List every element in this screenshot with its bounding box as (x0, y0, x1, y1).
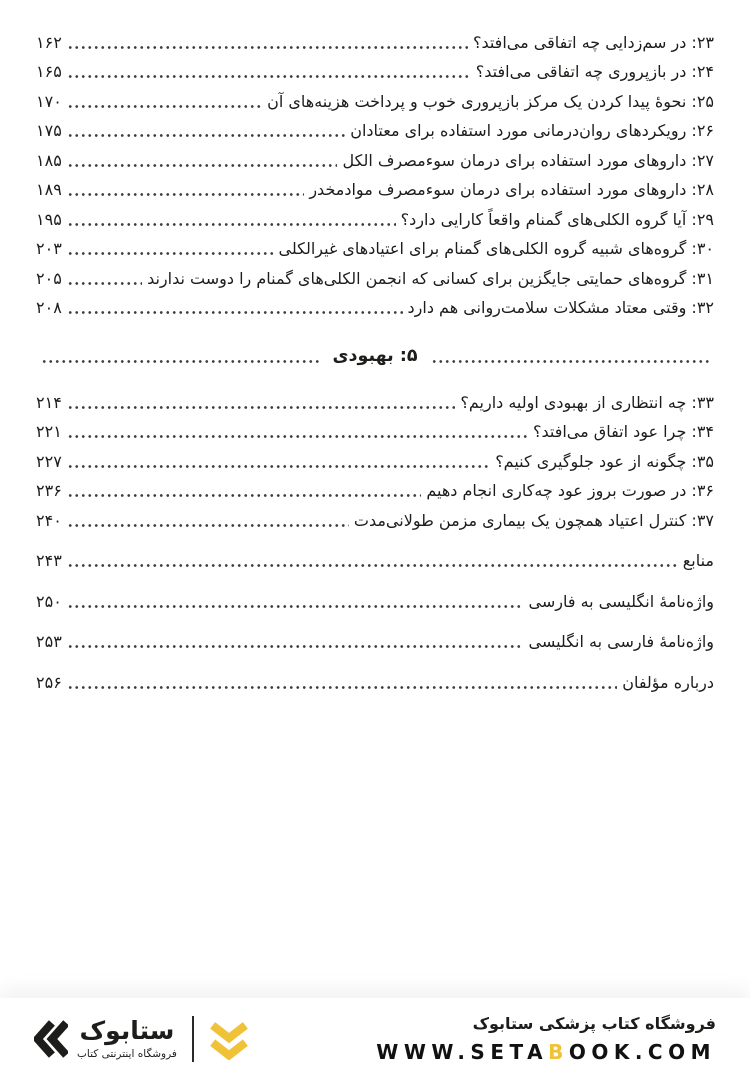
dotted-leader (67, 176, 305, 203)
toc-entry (36, 574, 714, 615)
toc-entry-page-number: ۲۲۱ (36, 422, 62, 441)
toc-entry-title: ۳۶: در صورت بروز عود چه‌کاری انجام دهیم (426, 481, 714, 500)
dotted-leader (67, 507, 349, 534)
dotted-leader (67, 88, 262, 115)
toc-entry-page-number: ۱۸۹ (36, 180, 62, 199)
toc-entry-page-number: ۱۹۵ (36, 209, 62, 229)
double-chevron-down-icon (209, 1018, 249, 1060)
toc-entry-title: ۳۳: چه انتظاری از بهبودی اولیه داریم؟ (460, 392, 714, 412)
toc-entry-page-number: ۲۳۶ (36, 481, 62, 500)
toc-entry-page-number: ۱۷۵ (36, 121, 62, 140)
store-name: فروشگاه کتاب پزشکی ستابوک (472, 1014, 716, 1033)
toc-entry-page-number: ۲۵۰ (36, 591, 62, 611)
section-title: ۵: بهبودی (332, 346, 418, 366)
dotted-leader (67, 58, 471, 85)
toc-entry-title: ۳۲: وقتی معتاد مشکلات سلامت‌روانی هم دارد (407, 298, 714, 317)
toc-entry-page-number: ۲۴۳ (36, 551, 62, 570)
toc-entry (36, 115, 714, 145)
toc-entry-page-number: ۲۵۶ (36, 672, 62, 692)
dotted-leader (67, 628, 524, 655)
toc-entry (36, 144, 714, 174)
section-header-row (36, 343, 714, 370)
toc-entry-page-number: ۲۲۷ (36, 451, 62, 471)
logo-divider (192, 1016, 194, 1062)
toc-entry (36, 416, 714, 446)
store-info (376, 1014, 716, 1064)
toc-entry-title: ۲۸: داروهای مورد استفاده برای درمان سوءمصرف موادمخدر (309, 180, 714, 199)
toc-entry-title: ۲۹: آیا گروه الکلی‌های گمنام واقعاً کارایی دارد؟ (400, 209, 714, 229)
dotted-leader (67, 117, 345, 144)
toc-entry-title: ۳۷: کنترل اعتیاد همچون یک بیماری مزمن طولانی‌مدت (353, 510, 714, 530)
toc-entry (36, 233, 714, 263)
toc-section-4-rows (36, 26, 714, 321)
dotted-leader (431, 343, 709, 370)
toc-entry (36, 386, 714, 416)
toc-entry (36, 85, 714, 115)
dotted-leader (67, 29, 468, 56)
toc-entry-title: واژه‌نامهٔ فارسی به انگلیسی (528, 632, 714, 651)
toc-entry-title: ۲۷: داروهای مورد استفاده برای درمان سوءمصرف الکل (342, 150, 714, 170)
toc-entry-page-number: ۲۰۸ (36, 298, 62, 317)
toc-back-matter-rows (36, 534, 714, 696)
toc-entry-title: ۳۰: گروه‌های شبیه گروه الکلی‌های گمنام برای اعتیادهای غیرالکلی (278, 239, 714, 258)
toc-entry-page-number: ۲۰۵ (36, 268, 62, 288)
toc-entry-title: ۳۱: گروه‌های حمایتی جایگزین برای کسانی که انجمن الکلی‌های گمنام را دوست ندارند (147, 268, 714, 288)
logo-wordmark (77, 1018, 177, 1060)
dotted-leader (67, 294, 403, 321)
logo-subtitle: فروشگاه اینترنتی کتاب (77, 1048, 177, 1060)
dotted-leader (67, 588, 524, 615)
toc-section-5-rows (36, 386, 714, 534)
toc-entry-page-number: ۱۷۰ (36, 91, 62, 111)
website-url (376, 1040, 716, 1064)
toc-entry (36, 262, 714, 292)
dotted-leader (67, 448, 490, 475)
toc-entry-title: درباره مؤلفان (622, 672, 714, 692)
toc-entry-title: منابع (682, 551, 714, 570)
toc-entry (36, 615, 714, 656)
toc-entry (36, 475, 714, 505)
dotted-leader (41, 343, 319, 370)
toc-entry-page-number: ۲۴۰ (36, 510, 62, 530)
toc-entry-page-number: ۲۱۴ (36, 392, 62, 412)
toc-entry (36, 292, 714, 322)
website-url-highlight: B (548, 1040, 569, 1064)
toc-entry-title: ۲۳: در سم‌زدایی چه اتفاقی می‌افتد؟ (472, 32, 714, 52)
dotted-leader (67, 389, 456, 416)
dotted-leader (67, 669, 617, 696)
dotted-leader (67, 547, 678, 574)
toc-entry (36, 655, 714, 696)
website-url-part: WWW.SETA (376, 1040, 549, 1064)
toc-entry (36, 174, 714, 204)
dotted-leader (67, 147, 338, 174)
footer (0, 998, 750, 1080)
toc-entry (36, 203, 714, 233)
dotted-leader (67, 206, 396, 233)
toc-entry-title: واژه‌نامهٔ انگلیسی به فارسی (528, 591, 714, 611)
toc-entry-page-number: ۱۶۲ (36, 32, 62, 52)
toc-entry-title: ۲۶: رویکردهای روان‌درمانی مورد استفاده برای معتادان (350, 121, 714, 140)
dotted-leader (67, 265, 142, 292)
toc-entry-title: ۳۵: چگونه از عود جلوگیری کنیم؟ (495, 451, 714, 471)
toc-entry-page-number: ۱۸۵ (36, 150, 62, 170)
toc-entry-page-number: ۲۰۳ (36, 239, 62, 258)
toc-entry (36, 534, 714, 575)
toc-entry (36, 504, 714, 534)
dotted-leader (67, 235, 274, 262)
logo-wordmark-text: ستابوک (79, 1016, 175, 1045)
toc-entry-title: ۳۴: چرا عود اتفاق می‌افتد؟ (532, 422, 714, 441)
dotted-leader (67, 418, 528, 445)
toc-entry-title: ۲۴: در بازپروری چه اتفاقی می‌افتد؟ (475, 62, 714, 81)
website-url-part: OOK.COM (568, 1040, 716, 1064)
dotted-leader (67, 477, 422, 504)
toc-entry (36, 445, 714, 475)
toc-entry-title: ۲۵: نحوهٔ پیدا کردن یک مرکز بازپروری خوب و پرداخت هزینه‌های آن (267, 91, 714, 111)
toc-entry-page-number: ۱۶۵ (36, 62, 62, 81)
toc-entry (36, 56, 714, 86)
setabook-logo (34, 1016, 249, 1062)
double-chevron-left-icon (34, 1019, 68, 1059)
toc-entry (36, 26, 714, 56)
toc-entry-page-number: ۲۵۳ (36, 632, 62, 651)
